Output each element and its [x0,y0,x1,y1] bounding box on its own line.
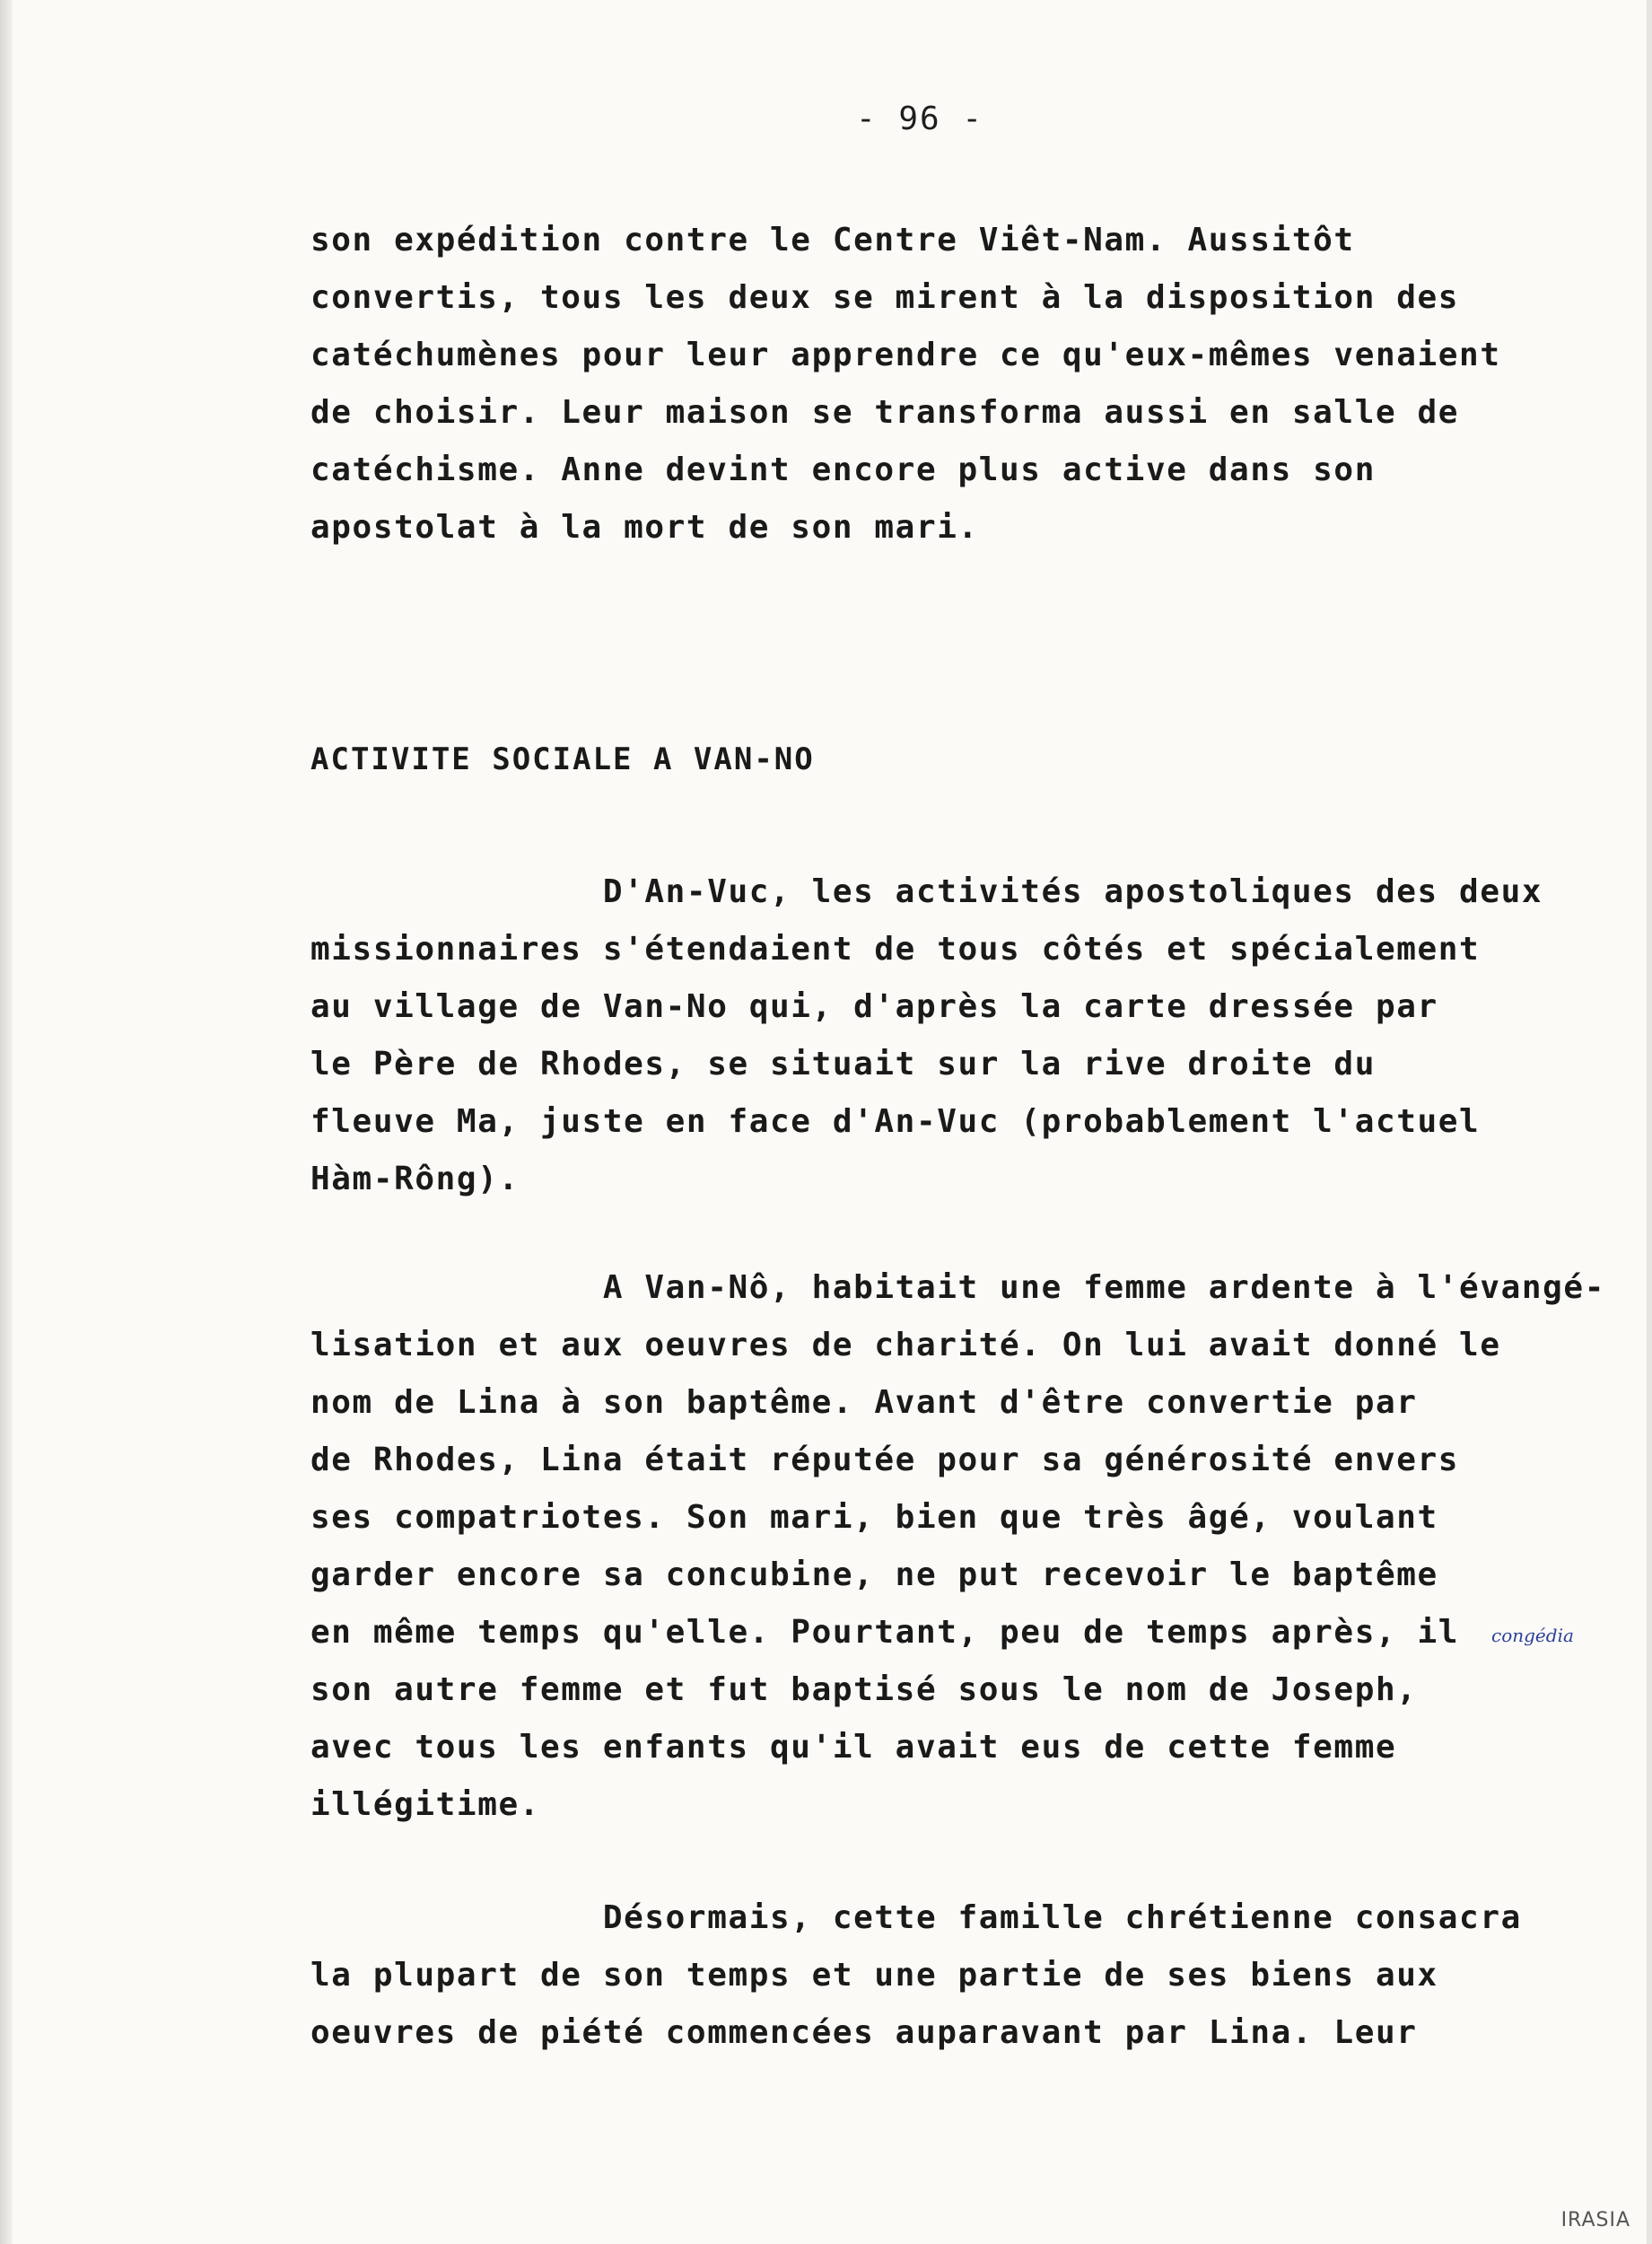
archive-watermark: IRASIA [1560,2209,1630,2231]
page-left-shadow [0,0,13,2244]
page-number: - 96 - [855,101,984,137]
section-heading: ACTIVITE SOCIALE A VAN-NO [310,741,815,777]
page-right-edge [1647,0,1652,2244]
paragraph-2: D'An-Vuc, les activités apostoliques des deux missionnaires s'étendaient de tous côtés et spécialement au village de Van-No qui, d'après la carte dressée par le Père de Rhodes, se situait sur la rive droite du fleuve Ma, juste en face d'An-Vuc (probablement l'actuel Hàm-Rông). [310,873,1543,1197]
paragraph-1: son expédition contre le Centre Viêt-Nam. Aussitôt convertis, tous les deux se mirent à la disposition des catéchumènes pour leur apprendre ce qu'eux-mêmes venaient de choisir. Leur maison se transforma aussi en salle de catéchisme. Anne devint encore plus active dans son apostolat à la mort de son mari. [310,222,1501,546]
handwritten-margin-note: congédia [1491,1625,1574,1646]
paragraph-3: A Van-Nô, habitait une femme ardente à l'évangé- lisation et aux oeuvres de charité. On lui avait donné le nom de Lina à son baptême. Avant d'être convertie par de Rhodes, Lina était réputée pour sa générosité envers ses compatriotes. Son mari, bien que très âgé, voulant garder encore sa concubine, ne put recevoir le baptême en même temps qu'elle. Pourtant, peu de temps après, il son autre femme et fut baptisé sous le nom de Joseph, avec tous les enfants qu'il avait eus de cette femme illégitime. [310,1269,1605,1823]
paragraph-4: Désormais, cette famille chrétienne consacra la plupart de son temps et une partie de ses biens aux oeuvres de piété commencées auparavant par Lina. Leur [310,1899,1522,2051]
